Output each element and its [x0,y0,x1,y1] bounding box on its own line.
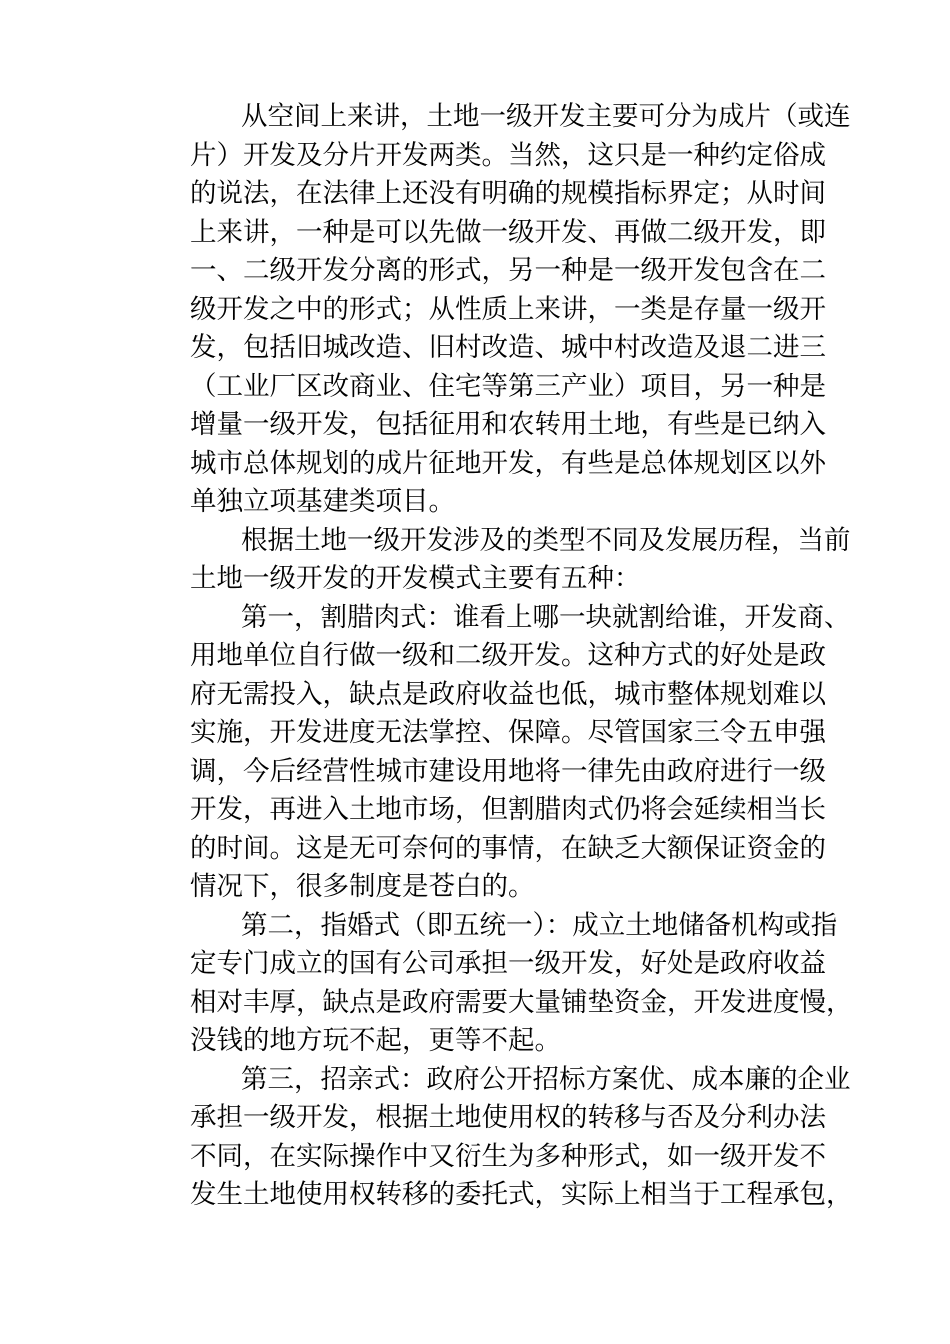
text-line: 的说法，在法律上还没有明确的规模指标界定；从时间 [190,178,826,209]
paragraph-mode-three [137,1061,853,1215]
text-line: 情况下，很多制度是苍白的。 [190,871,535,902]
text-line: 没钱的地方玩不起，更等不起。 [190,1025,561,1056]
text-line: （工业厂区改商业、住宅等第三产业）项目，另一种是 [190,370,826,402]
text-line: 从空间上来讲，土地一级开发主要可分为成片（或连 [241,101,851,132]
text-line: 相对丰厚，缺点是政府需要大量铺垫资金，开发进度慢， [190,986,853,1018]
text-line: 承担一级开发，根据土地使用权的转移与否及分利办法 [190,1102,826,1133]
text-line: 土地一级开发的开发模式主要有五种： [190,563,641,594]
text-line: 级开发之中的形式；从性质上来讲，一类是存量一级开 [190,293,826,325]
text-line: 单独立项基建类项目。 [190,486,455,517]
text-line: 城市总体规划的成片征地开发，有些是总体规划区以外 [190,447,826,479]
text-line: 不同，在实际操作中又衍生为多种形式，如一级开发不 [190,1140,826,1172]
text-line: 实施，开发进度无法掌控、保障。尽管国家三令五申强 [190,717,826,748]
paragraph-mode-two [137,907,853,1061]
text-line: 根据土地一级开发涉及的类型不同及发展历程，当前 [241,524,851,556]
paragraph-spatial-temporal-types [137,98,851,522]
text-line: 用地单位自行做一级和二级开发。这种方式的好处是政 [190,640,826,671]
text-line: 的时间。这是无可奈何的事情，在缺乏大额保证资金的 [190,832,826,864]
text-line: 发，包括旧城改造、旧村改造、城中村改造及退二进三 [190,332,826,363]
text-line: 增量一级开发，包括征用和农转用土地，有些是已纳入 [190,409,826,440]
paragraph-mode-one [137,599,851,907]
text-line: 府无需投入，缺点是政府收益也低，城市整体规划难以 [190,678,826,710]
text-line: 第一，割腊肉式：谁看上哪一块就割给谁，开发商、 [241,601,851,633]
text-line: 发生土地使用权转移的委托式，实际上相当于工程承包， [190,1179,853,1210]
text-line: 上来讲，一种是可以先做一级开发、再做二级开发，即 [190,216,826,248]
text-line: 开发，再进入土地市场，但割腊肉式仍将会延续相当长 [190,794,826,825]
text-line: 第二，指婚式（即五统一）：成立土地储备机构或指 [241,909,838,941]
paragraph-five-modes-intro [137,522,851,599]
text-line: 定专门成立的国有公司承担一级开发，好处是政府收益 [190,948,826,979]
document-page [137,98,853,1215]
text-line: 一、二级开发分离的形式，另一种是一级开发包含在二 [190,255,826,286]
text-line: 调，今后经营性城市建设用地将一律先由政府进行一级 [190,755,826,787]
text-line: 第三，招亲式：政府公开招标方案优、成本廉的企业 [241,1063,851,1095]
text-line: 片）开发及分片开发两类。当然，这只是一种约定俗成 [190,139,826,171]
